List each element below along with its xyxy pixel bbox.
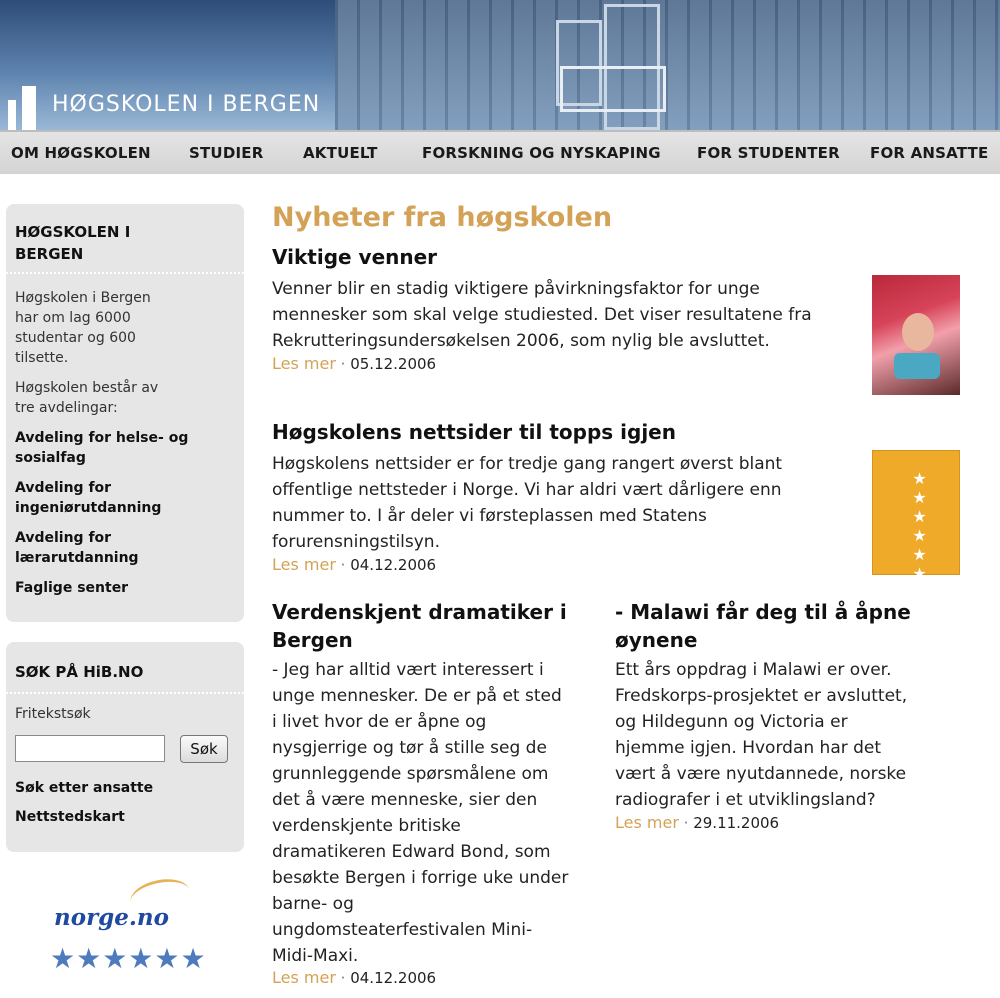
read-more-link[interactable]: Les mer xyxy=(272,968,336,987)
news-section-title: Nyheter fra høgskolen xyxy=(272,202,613,233)
sidebar-link-helse[interactable]: sosialfag xyxy=(15,450,86,466)
sidebar-info-title: HØGSKOLEN I xyxy=(15,223,131,241)
article-title[interactable]: Verdenskjent dramatiker i xyxy=(272,600,567,624)
article-text: forurensningstilsyn. xyxy=(272,532,440,552)
sidebar-info-text: tilsette. xyxy=(15,350,69,366)
article-title[interactable]: Høgskolens nettsider til topps igjen xyxy=(272,420,676,444)
sidebar-link-ingenior[interactable]: Avdeling for xyxy=(15,480,112,496)
article-text: unge mennesker. De er på et sted xyxy=(272,686,562,706)
meta-separator: · xyxy=(335,355,351,373)
nav-item-for-studenter[interactable]: FOR STUDENTER xyxy=(697,144,840,162)
meta-separator: · xyxy=(335,556,351,574)
nav-item-om-hogskolen[interactable]: OM HØGSKOLEN xyxy=(11,144,151,162)
nav-item-studier[interactable]: STUDIER xyxy=(189,144,264,162)
norge-no-badge[interactable] xyxy=(50,880,210,980)
article-meta xyxy=(272,968,436,987)
banner-building xyxy=(335,0,1000,130)
article-date: 04.12.2006 xyxy=(350,556,437,574)
quality-stars-icon: ★★★★★★ xyxy=(910,469,929,583)
article-text: vært å være nyutdannede, norske xyxy=(615,764,907,784)
article-text: barne- og xyxy=(272,894,354,914)
nav-item-for-ansatte[interactable]: FOR ANSATTE xyxy=(870,144,989,162)
site-name[interactable]: HØGSKOLEN I BERGEN xyxy=(52,92,321,117)
article-title[interactable]: Bergen xyxy=(272,628,353,652)
article-text: i livet hvor de er åpne og xyxy=(272,712,487,732)
read-more-link[interactable]: Les mer xyxy=(272,555,336,574)
sidebar-info-text: Høgskolen består av xyxy=(15,380,159,396)
article-meta xyxy=(615,813,779,832)
article-thumbnail[interactable] xyxy=(872,275,960,395)
read-more-link[interactable]: Les mer xyxy=(615,813,679,832)
article-text: - Jeg har alltid vært interessert i xyxy=(272,660,544,680)
search-employees-link[interactable]: Søk etter ansatte xyxy=(15,780,154,796)
norge-no-logo: norge.no xyxy=(54,904,169,931)
sidebar-link-ingenior[interactable]: ingeniørutdanning xyxy=(15,500,162,516)
sidebar-info-text: Høgskolen i Bergen xyxy=(15,290,151,306)
sidebar-search-box xyxy=(6,642,244,852)
article-text: og Hildegunn og Victoria er xyxy=(615,712,848,732)
article-date: 04.12.2006 xyxy=(350,969,437,987)
search-box-title: SØK PÅ HiB.NO xyxy=(15,663,144,681)
nav-item-aktuelt[interactable]: AKTUELT xyxy=(303,144,378,162)
article-title[interactable]: - Malawi får deg til å åpne xyxy=(615,600,911,624)
article-text: nummer to. I år deler vi førsteplassen med Statens xyxy=(272,506,707,526)
article-text: Ett års oppdrag i Malawi er over. xyxy=(615,660,892,680)
sidebar-info-text: har om lag 6000 xyxy=(15,310,131,326)
sitemap-link[interactable]: Nettstedskart xyxy=(15,809,125,825)
nav-item-forskning[interactable]: FORSKNING OG NYSKAPING xyxy=(422,144,661,162)
article-text: mennesker som skal velge studiested. Det viser resultatene fra xyxy=(272,305,812,325)
article-text: Høgskolens nettsider er for tredje gang rangert øverst blant xyxy=(272,454,783,474)
sidebar-link-faglige-senter[interactable]: Faglige senter xyxy=(15,580,129,596)
header-banner xyxy=(0,0,1000,130)
sidebar-info-box xyxy=(6,204,244,622)
sidebar-info-text: studentar og 600 xyxy=(15,330,136,346)
article-date: 29.11.2006 xyxy=(693,814,780,832)
divider xyxy=(6,692,244,694)
article-text: besøkte Bergen i forrige uke under xyxy=(272,868,569,888)
meta-separator: · xyxy=(678,814,694,832)
article-text: nysgjerrige og tør å stille seg de xyxy=(272,738,547,758)
banner-window xyxy=(560,66,666,112)
search-button[interactable]: Søk xyxy=(180,735,228,763)
article-text: Venner blir en stadig viktigere påvirkningsfaktor for unge xyxy=(272,279,760,299)
article-title[interactable]: Viktige venner xyxy=(272,245,438,269)
article-text: hjemme igjen. Hvordan har det xyxy=(615,738,882,758)
person-photo xyxy=(894,353,940,379)
article-text: offentlige nettsteder i Norge. Vi har aldri vært dårligere enn xyxy=(272,480,782,500)
sidebar-link-laerar[interactable]: Avdeling for xyxy=(15,530,112,546)
article-text: verdenskjente britiske xyxy=(272,816,461,836)
search-label: Fritekstsøk xyxy=(15,706,91,722)
quality-label: kvalitet 06 xyxy=(910,588,929,674)
article-meta xyxy=(272,354,436,373)
article-text: dramatikeren Edward Bond, som xyxy=(272,842,551,862)
sidebar-info-text: tre avdelingar: xyxy=(15,400,118,416)
article-text: Midi-Maxi. xyxy=(272,946,359,966)
article-text: det å være menneske, sier den xyxy=(272,790,538,810)
article-title[interactable]: øynene xyxy=(615,628,698,652)
quality-badge[interactable] xyxy=(872,450,960,674)
person-photo xyxy=(902,313,934,351)
article-text: grunnleggende spørsmålene om xyxy=(272,764,549,784)
sidebar-link-helse[interactable]: Avdeling for helse- og xyxy=(15,430,189,446)
sidebar-link-laerar[interactable]: lærarutdanning xyxy=(15,550,139,566)
article-date: 05.12.2006 xyxy=(350,355,437,373)
read-more-link[interactable]: Les mer xyxy=(272,354,336,373)
meta-separator: · xyxy=(335,969,351,987)
search-input[interactable] xyxy=(15,735,165,762)
divider xyxy=(6,272,244,274)
quality-badge-text xyxy=(903,469,929,674)
article-text: ungdomsteaterfestivalen Mini- xyxy=(272,920,533,940)
article-meta xyxy=(272,555,436,574)
sidebar-info-title: BERGEN xyxy=(15,245,84,263)
article-text: radiografer i et utviklingsland? xyxy=(615,790,876,810)
article-text: Rekrutteringsundersøkelsen 2006, som nylig ble avsluttet. xyxy=(272,331,770,351)
main-navigation xyxy=(0,130,1000,174)
article-text: Fredskorps-prosjektet er avsluttet, xyxy=(615,686,908,706)
rating-stars-icon: ★★★★★★ xyxy=(50,942,207,975)
hib-logo-icon[interactable] xyxy=(8,86,38,130)
